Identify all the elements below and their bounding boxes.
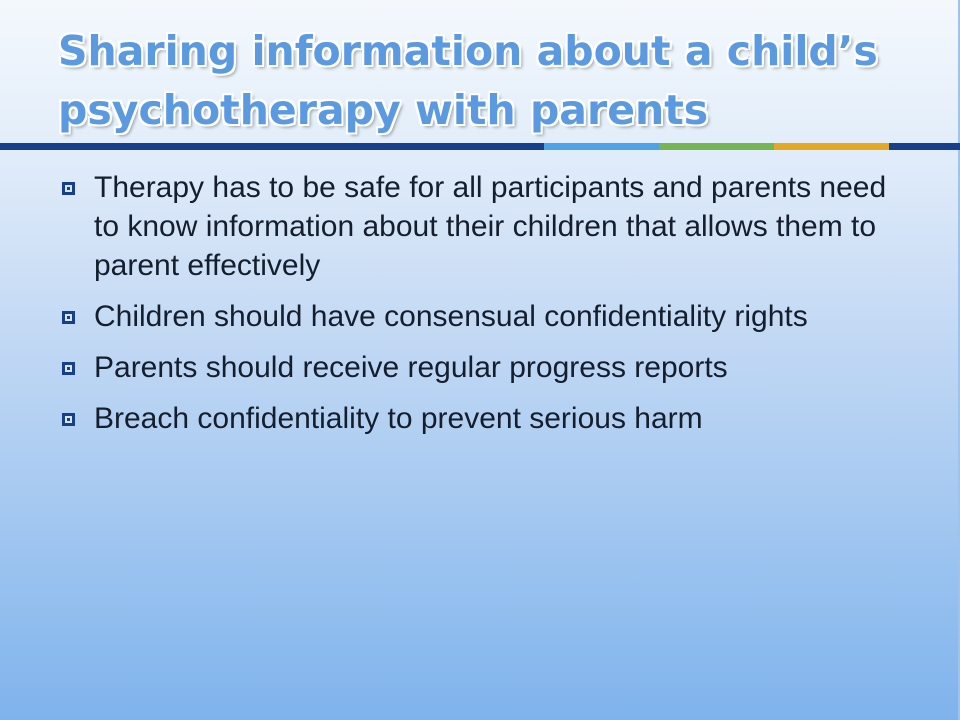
rule-segment-sky-blue: [544, 143, 659, 150]
bullet-item: [62, 168, 892, 285]
square-bullet-icon: [62, 413, 75, 426]
square-bullet-icon: [62, 362, 75, 375]
bullet-text: Therapy has to be safe for all participants and parents need to know information about their children that allows them to parent effectively: [94, 171, 887, 282]
rule-segment-navy: [0, 143, 544, 150]
slide-title: Sharing information about a child’s psychotherapy with parents: [58, 27, 878, 134]
rule-segment-green: [659, 143, 774, 150]
bullet-item: [62, 399, 892, 438]
square-bullet-icon: [62, 311, 75, 324]
bullet-text: Breach confidentiality to prevent serious harm: [94, 402, 703, 435]
square-bullet-icon: [62, 182, 75, 195]
bullet-text: Parents should receive regular progress reports: [94, 351, 728, 384]
title-divider-rule: [0, 143, 960, 150]
rule-segment-navy-end: [889, 143, 960, 150]
bullet-list: [62, 168, 892, 450]
bullet-text: Children should have consensual confidentiality rights: [94, 300, 808, 333]
rule-segment-amber: [774, 143, 889, 150]
bullet-item: [62, 348, 892, 387]
bullet-item: [62, 297, 892, 336]
